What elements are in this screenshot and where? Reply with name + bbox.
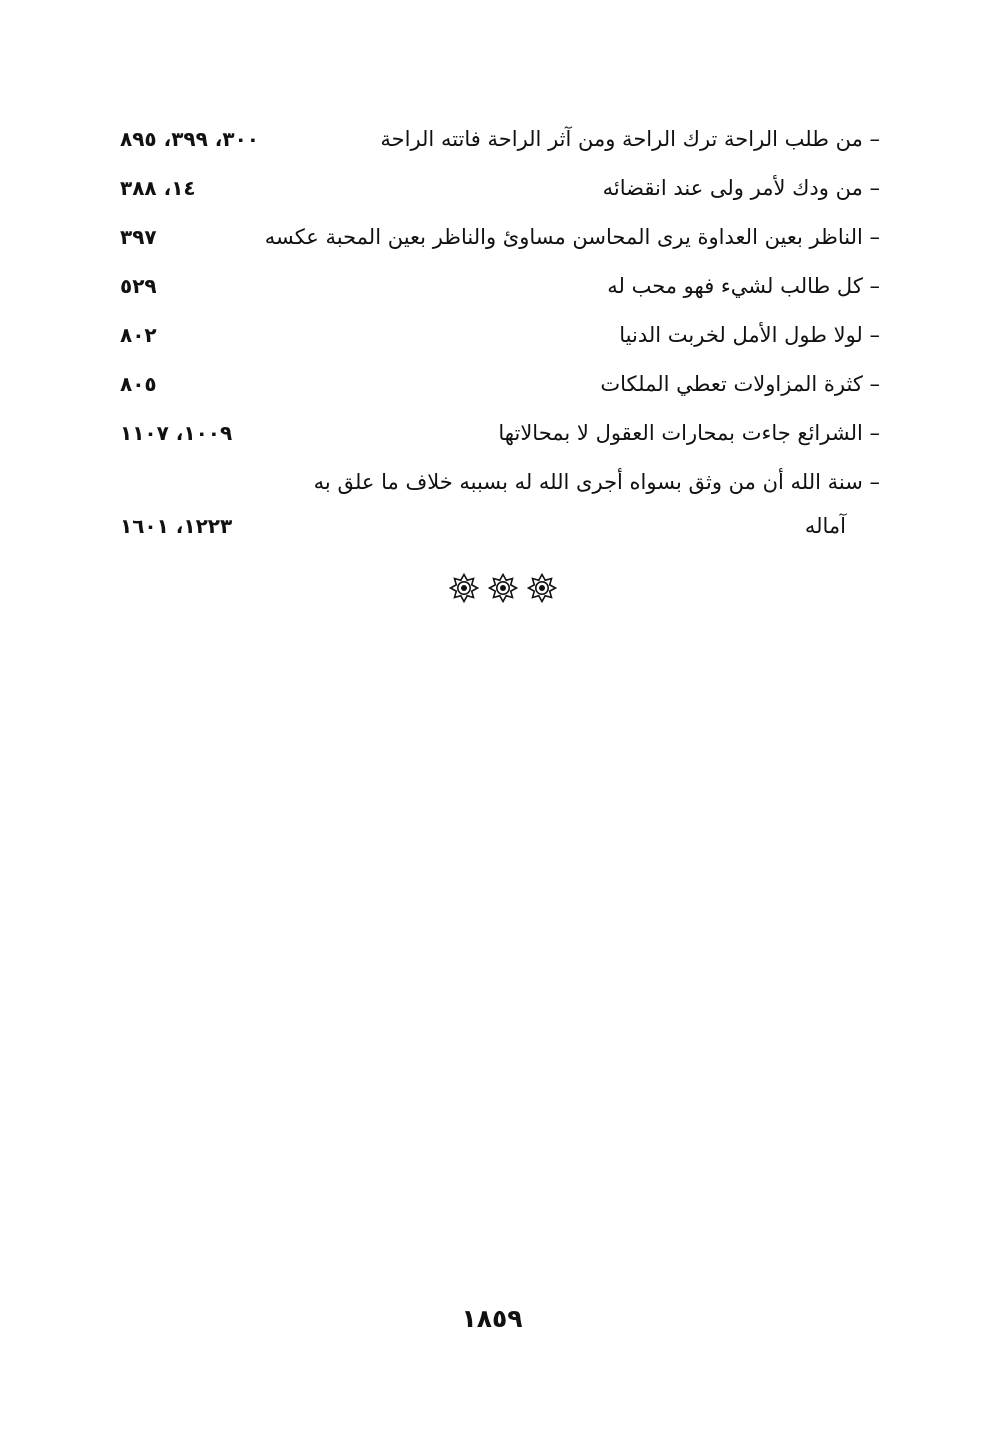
index-entry xyxy=(120,118,880,167)
eight-petal-flower-icon xyxy=(527,573,557,603)
sayings-index-list xyxy=(120,118,880,545)
entry-page-refs: ٥٢٩ xyxy=(120,274,157,298)
eight-petal-flower-icon xyxy=(488,573,518,603)
index-entry xyxy=(120,216,880,265)
entry-text: – من طلب الراحة ترك الراحة ومن آثر الراحة فاتته الراحة xyxy=(380,127,880,151)
entry-page-refs: ١٠٠٩، ١١٠٧ xyxy=(120,421,233,445)
entry-page-refs: ٣٩٧ xyxy=(120,225,157,249)
index-entry-continuation xyxy=(120,505,880,545)
section-end-ornaments xyxy=(449,572,557,604)
entry-page-refs: ١٤، ٣٨٨ xyxy=(120,176,196,200)
entry-page-refs: ٨٠٢ xyxy=(120,323,157,347)
index-entry xyxy=(120,314,880,363)
index-entry xyxy=(120,461,880,505)
entry-text: – سنة الله أن من وثق بسواه أجرى الله له بسببه خلاف ما علق به xyxy=(313,470,880,494)
index-entry xyxy=(120,265,880,314)
entry-text: – لولا طول الأمل لخربت الدنيا xyxy=(619,323,880,347)
entry-text: – الناظر بعين العداوة يرى المحاسن مساوئ والناظر بعين المحبة عكسه xyxy=(264,225,880,249)
entry-text: – كثرة المزاولات تعطي الملكات xyxy=(600,372,880,396)
page-number: ١٨٥٩ xyxy=(461,1304,523,1333)
index-entry xyxy=(120,167,880,216)
entry-text-continuation: آماله xyxy=(804,514,846,538)
index-entry xyxy=(120,363,880,412)
index-entry xyxy=(120,412,880,461)
entry-page-refs: ١٢٢٣، ١٦٠١ xyxy=(120,514,233,538)
entry-text: – الشرائع جاءت بمحارات العقول لا بمحالاتها xyxy=(498,421,880,445)
entry-page-refs: ٨٠٥ xyxy=(120,372,157,396)
entry-page-refs: ٣٠٠، ٣٩٩، ٨٩٥ xyxy=(120,127,259,151)
eight-petal-flower-icon xyxy=(449,573,479,603)
entry-text: – كل طالب لشيء فهو محب له xyxy=(607,274,880,298)
entry-text: – من ودك لأمر ولى عند انقضائه xyxy=(602,176,880,200)
